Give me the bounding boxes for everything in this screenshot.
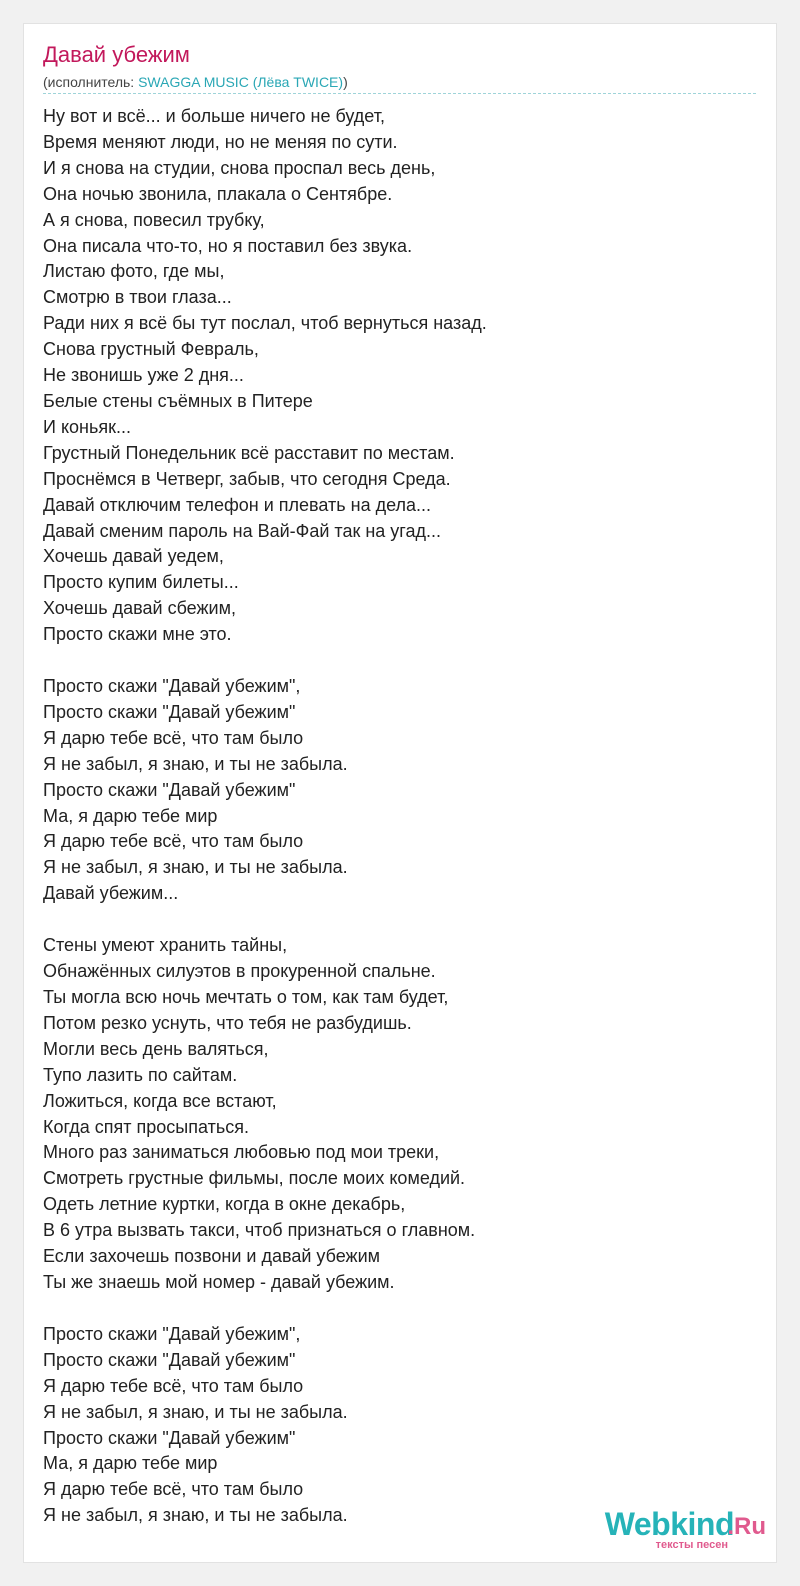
lyric-line: Могли весь день валяться, — [43, 1038, 269, 1059]
lyric-line: Она ночью звонила, плакала о Сентябре. — [43, 183, 393, 204]
lyric-line: Не звонишь уже 2 дня... — [43, 365, 244, 386]
lyrics-stanza — [43, 1322, 743, 1529]
lyric-line: Ма, я дарю тебе мир — [43, 805, 218, 826]
lyric-line: Я дарю тебе всё, что там было — [43, 1375, 304, 1396]
lyric-line: Давай убежим... — [43, 883, 179, 904]
lyric-line: Смотреть грустные фильмы, после моих комедий. — [43, 1168, 466, 1189]
lyric-line: Листаю фото, где мы, — [43, 261, 225, 282]
lyrics-stanza — [43, 933, 743, 1296]
lyric-line: Грустный Понедельник всё расставит по местам. — [43, 442, 455, 463]
lyric-line: Давай отключим телефон и плевать на дела... — [43, 494, 432, 515]
lyric-line: Просто скажи "Давай убежим" — [43, 701, 296, 722]
artist-prefix: (исполнитель: — [43, 74, 139, 90]
lyric-line: Ма, я дарю тебе мир — [43, 1453, 218, 1474]
lyric-line: Просто скажи "Давай убежим", — [43, 1323, 301, 1344]
lyric-line: Когда спят просыпаться. — [43, 1116, 249, 1137]
lyric-line: Ложиться, когда все встают, — [43, 1090, 277, 1111]
lyric-line: Время меняют люди, но не меняя по сути. — [43, 131, 398, 152]
logo-wordmark: Webkind — [604, 1506, 734, 1542]
lyric-line: Я не забыл, я знаю, и ты не забыла. — [43, 753, 348, 774]
lyric-line: Тупо лазить по сайтам. — [43, 1064, 238, 1085]
lyric-line: Ты же знаешь мой номер - давай убежим. — [43, 1271, 395, 1292]
lyric-line: Стены умеют хранить тайны, — [43, 935, 288, 956]
lyric-line: Я дарю тебе всё, что там было — [43, 1479, 304, 1500]
lyrics-body — [43, 104, 743, 1555]
lyric-line: Одеть летние куртки, когда в окне декабрь, — [43, 1194, 406, 1215]
artist-suffix: ) — [343, 74, 348, 90]
lyric-line: Обнажённых силуэтов в прокуренной спальне. — [43, 961, 436, 982]
lyric-line: Потом резко уснуть, что тебя не разбудишь. — [43, 1012, 412, 1033]
song-title: Давай убежим — [43, 42, 190, 67]
lyric-line: Смотрю в твои глаза... — [43, 287, 232, 308]
lyric-line: Проснёмся в Четверг, забыв, что сегодня Среда. — [43, 468, 451, 489]
lyric-line: Я не забыл, я знаю, и ты не забыла. — [43, 857, 348, 878]
lyric-line: Просто скажи "Давай убежим" — [43, 1349, 296, 1370]
lyric-line: Просто скажи "Давай убежим" — [43, 779, 296, 800]
lyric-line: И я снова на студии, снова проспал весь день, — [43, 157, 436, 178]
header-divider — [43, 93, 756, 94]
lyric-line: Я дарю тебе всё, что там было — [43, 727, 304, 748]
lyric-line: Я не забыл, я знаю, и ты не забыла. — [43, 1401, 348, 1422]
lyric-line: Белые стены съёмных в Питере — [43, 390, 313, 411]
lyric-line: Ну вот и всё... и больше ничего не будет, — [43, 106, 385, 126]
lyric-line: Хочешь давай уедем, — [43, 546, 224, 567]
lyric-line: Просто скажи "Давай убежим" — [43, 1427, 296, 1448]
lyric-line: В 6 утра вызвать такси, чтоб признаться о главном. — [43, 1220, 476, 1241]
lyric-line: Просто скажи мне это. — [43, 624, 232, 645]
lyric-line: Просто скажи "Давай убежим", — [43, 676, 301, 697]
lyric-line: А я снова, повесил трубку, — [43, 209, 265, 230]
lyrics-stanza — [43, 674, 743, 907]
lyric-line: Ради них я всё бы тут послал, чтоб вернуться назад. — [43, 313, 487, 334]
lyric-line: Я дарю тебе всё, что там было — [43, 831, 304, 852]
lyrics-stanza — [43, 104, 743, 648]
artist-line — [43, 72, 348, 92]
lyric-line: И коньяк... — [43, 416, 131, 437]
lyric-line: Я не забыл, я знаю, и ты не забыла. — [43, 1505, 348, 1526]
lyric-line: Давай сменим пароль на Вай-Фай так на угад... — [43, 520, 441, 541]
site-logo[interactable] — [571, 1506, 766, 1550]
lyric-line: Просто купим билеты... — [43, 572, 239, 593]
lyric-line: Много раз заниматься любовью под мои треки, — [43, 1142, 440, 1163]
lyrics-card — [23, 23, 777, 1563]
logo-tagline: тексты песен — [655, 1539, 728, 1551]
lyric-line: Хочешь давай сбежим, — [43, 598, 236, 619]
lyric-line: Она писала что-то, но я поставил без звука. — [43, 235, 413, 256]
artist-link[interactable]: SWAGGA MUSIC (Лёва TWICE) — [138, 74, 344, 90]
lyric-line: Ты могла всю ночь мечтать о том, как там будет, — [43, 987, 449, 1007]
lyric-line: Снова грустный Февраль, — [43, 339, 259, 360]
lyric-line: Если захочешь позвони и давай убежим — [43, 1246, 381, 1267]
logo-domain: .Ru — [727, 1513, 766, 1540]
